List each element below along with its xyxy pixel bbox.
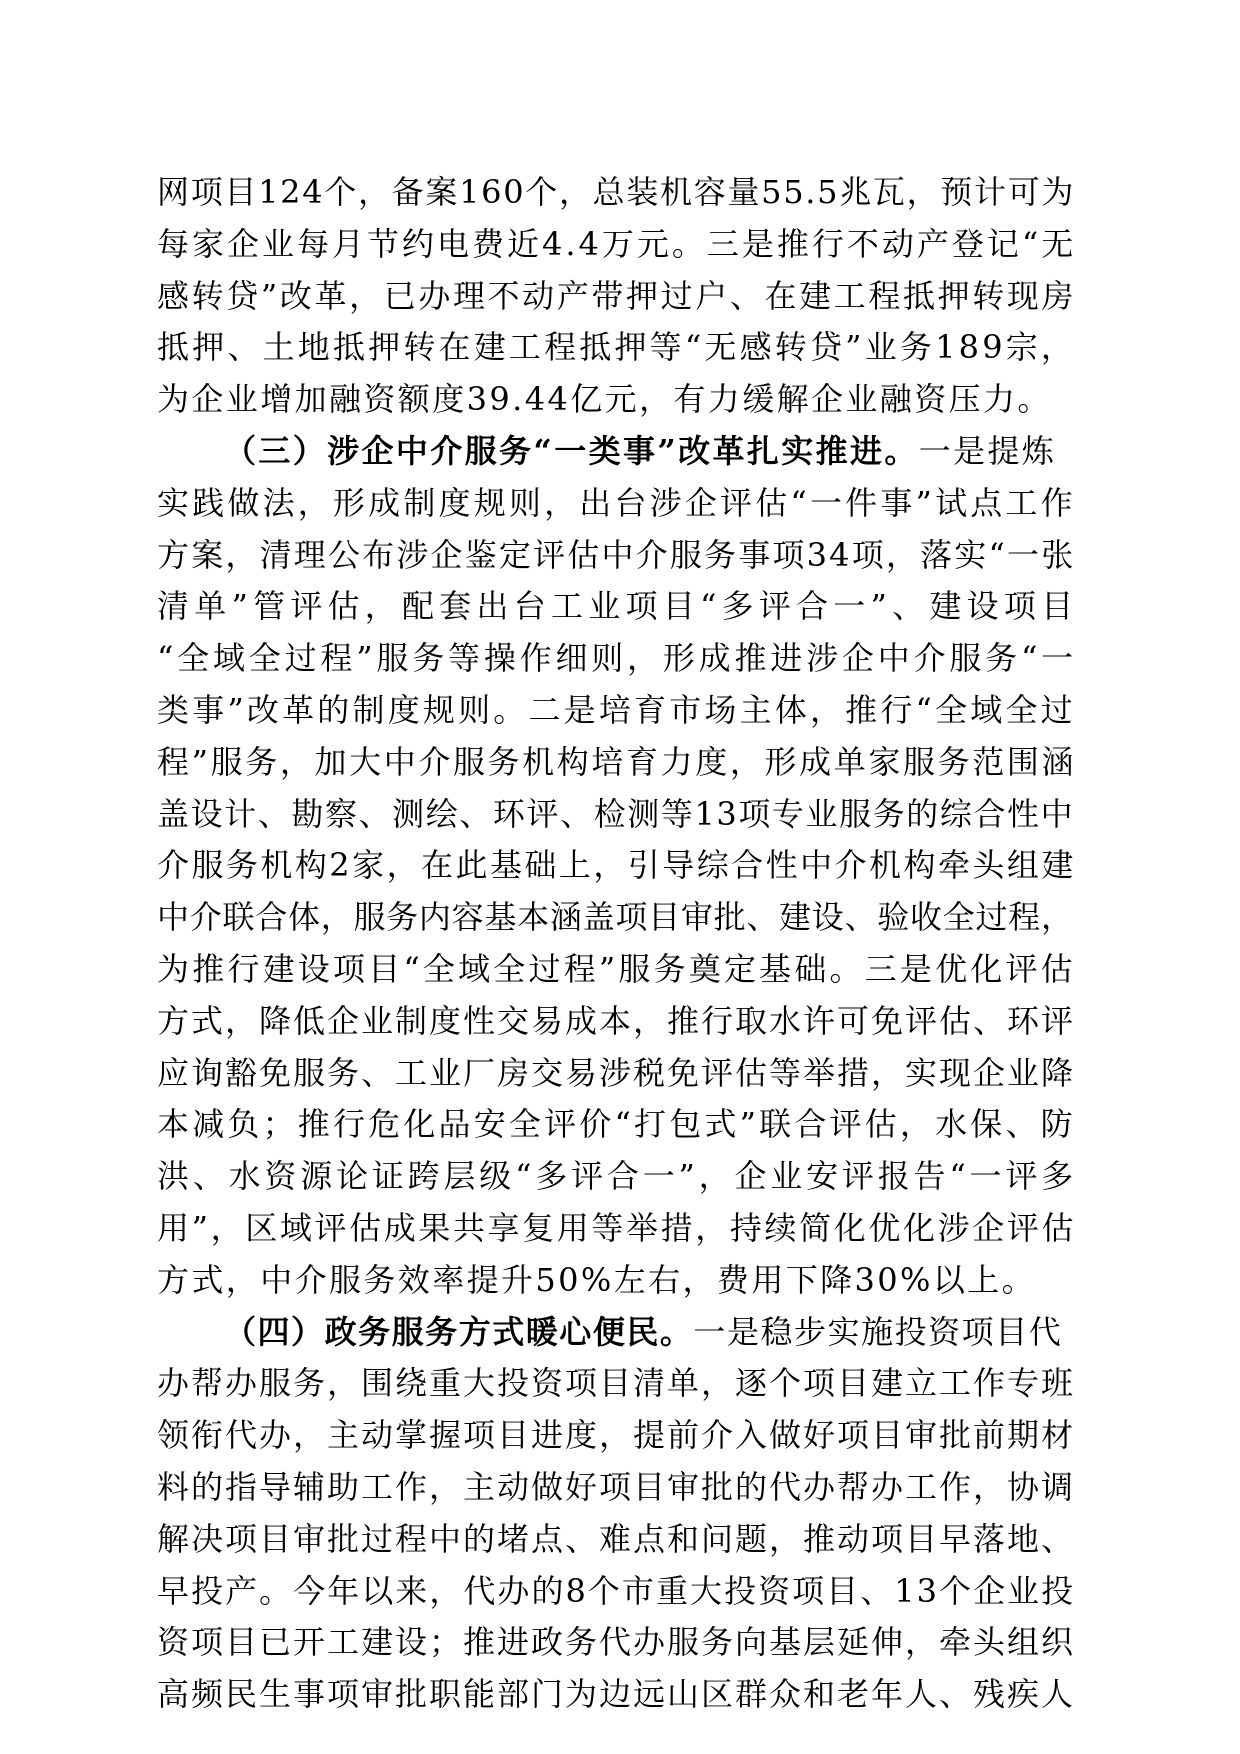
text-line: 介服务机构2家，在此基础上，引导综合性中介机构牵头组建 <box>157 846 1076 884</box>
text-line: 方式，降低企业制度性交易成本，推行取水许可免评估、环评 <box>157 1002 1076 1040</box>
text-line: 用”，区域评估成果共享复用等举措，持续简化优化涉企评估 <box>157 1209 1077 1247</box>
text-line: 实践做法，形成制度规则，出台涉企评估“一件事”试点工作 <box>157 484 1076 522</box>
text-line: 清单”管评估，配套出台工业项目“多评合一”、建设项目 <box>157 587 1079 625</box>
text-line: 高频民生事项审批职能部门为边远山区群众和老年人、残疾人 <box>157 1675 1076 1713</box>
text-line: 解决项目审批过程中的堵点、难点和问题，推动项目早落地、 <box>157 1520 1076 1558</box>
text-line: 中介联合体，服务内容基本涵盖项目审批、建设、验收全过程， <box>157 898 1074 936</box>
text-line: 盖设计、勘察、测绘、环评、检测等13项专业服务的综合性中 <box>157 795 1075 833</box>
text-line: 方式，中介服务效率提升50%左右，费用下降30%以上。 <box>157 1261 1037 1299</box>
text-line: 程”服务，加大中介服务机构培育力度，形成单家服务范围涵 <box>157 743 1077 781</box>
text-line: 本减负；推行危化品安全评价“打包式”联合评估，水保、防 <box>157 1105 1076 1143</box>
text-line: 办帮办服务，围绕重大投资项目清单，逐个项目建立工作专班 <box>157 1364 1076 1402</box>
text-line: 抵押、土地抵押转在建工程抵押等“无感转贷”业务189宗， <box>157 328 1077 366</box>
text-run: 一是稳步实施投资项目代 <box>693 1313 1063 1351</box>
text-line: 为企业增加融资额度39.44亿元，有力缓解企业融资压力。 <box>157 380 1052 418</box>
text-line: “全域全过程”服务等操作细则，形成推进涉企中介服务“一 <box>157 639 1077 677</box>
text-line: 方案，清理公布涉企鉴定评估中介服务事项34项，落实“一张 <box>157 536 1076 574</box>
text-run: 一是提炼 <box>918 432 1057 470</box>
text-line: 料的指导辅助工作，主动做好项目审批的代办帮办工作，协调 <box>157 1468 1076 1506</box>
section-4-first-line <box>224 1304 1062 1360</box>
text-line: 应询豁免服务、工业厂房交易涉税免评估等举措，实现企业降 <box>157 1054 1076 1092</box>
text-line: 领衔代办，主动掌握项目进度，提前介入做好项目审批前期材 <box>157 1416 1076 1454</box>
text-line: 为推行建设项目“全域全过程”服务奠定基础。三是优化评估 <box>157 950 1076 988</box>
section-4-heading: （四）政务服务方式暖心便民。 <box>224 1313 694 1351</box>
text-line: 早投产。今年以来，代办的8个市重大投资项目、13个企业投 <box>157 1572 1076 1610</box>
text-line: 网项目124个，备案160个，总装机容量55.5兆瓦，预计可为 <box>157 173 1076 211</box>
section-3-first-line <box>224 423 1056 479</box>
text-line: 洪、水资源论证跨层级“多评合一”，企业安评报告“一评多 <box>157 1157 1077 1195</box>
section-3-heading: （三）涉企中介服务“一类事”改革扎实推进。 <box>224 432 919 470</box>
text-line: 资项目已开工建设；推进政务代办服务向基层延伸，牵头组织 <box>157 1623 1076 1661</box>
text-line: 每家企业每月节约电费近4.4万元。三是推行不动产登记“无 <box>157 225 1077 263</box>
text-line: 感转贷”改革，已办理不动产带押过户、在建工程抵押转现房 <box>157 277 1077 315</box>
text-line: 类事”改革的制度规则。二是培育市场主体，推行“全域全过 <box>157 691 1076 729</box>
